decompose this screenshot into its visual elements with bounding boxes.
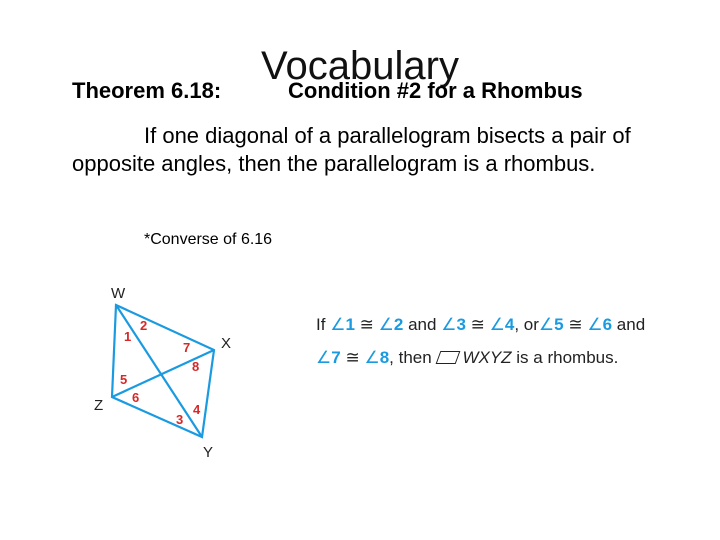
angle-number-3: 3: [176, 412, 184, 427]
theorem-body: [72, 122, 662, 178]
stmt-angle-1: 1: [345, 315, 355, 334]
theorem-body-text: If one diagonal of a parallelogram bisects a pair of opposite angles, then the parallelogram is a rhombus.: [72, 123, 631, 176]
conclusion-text: is a rhombus.: [516, 348, 619, 367]
stmt-angle-8: 8: [379, 348, 390, 367]
converse-note: *Converse of 6.16: [144, 231, 273, 248]
angle-number-5: 5: [120, 372, 128, 387]
congruent-icon: ≅: [345, 348, 360, 367]
angle-icon: ∠: [587, 315, 603, 334]
vertex-label-y: Y: [203, 444, 214, 461]
angle-icon: ∠: [316, 348, 332, 367]
congruent-icon: ≅: [568, 315, 583, 334]
angle-number-2: 2: [140, 318, 148, 333]
theorem-name: Condition #2 for a Rhombus: [288, 78, 583, 103]
stmt-angle-6: 6: [602, 315, 613, 334]
and-word: and: [408, 315, 437, 334]
rhombus-diagram: [84, 278, 244, 468]
vertex-label-x: X: [221, 335, 232, 352]
or-word: , or: [514, 315, 539, 334]
angle-icon: ∠: [441, 315, 457, 334]
angle-icon: ∠: [378, 315, 394, 334]
congruent-icon: ≅: [470, 315, 485, 334]
congruent-icon: ≅: [359, 315, 374, 334]
angle-icon: ∠: [330, 315, 346, 334]
if-word: If: [316, 315, 326, 334]
parallelogram-name: WXYZ: [462, 348, 512, 367]
angle-number-7: 7: [183, 340, 191, 355]
angle-icon: ∠: [364, 348, 380, 367]
angle-icon: ∠: [538, 315, 555, 334]
stmt-angle-7: 7: [331, 348, 341, 367]
angle-number-6: 6: [132, 390, 140, 405]
angle-number-1: 1: [124, 329, 132, 344]
stmt-angle-2: 2: [393, 315, 404, 334]
angle-icon: ∠: [489, 315, 505, 334]
stmt-angle-3: 3: [456, 315, 466, 334]
then-word: , then: [389, 348, 432, 367]
vertex-label-z: Z: [94, 397, 104, 414]
and-word: and: [616, 315, 646, 334]
statement-line-1: [316, 313, 645, 337]
slide-title: Vocabulary: [261, 44, 459, 88]
stmt-angle-5: 5: [554, 315, 564, 334]
vertex-label-w: W: [111, 285, 126, 302]
statement-line-2: [316, 346, 618, 370]
parallelogram-icon: [436, 351, 461, 364]
angle-number-8: 8: [192, 359, 200, 374]
angle-number-4: 4: [193, 402, 201, 417]
stmt-angle-4: 4: [504, 315, 515, 334]
theorem-label: Theorem 6.18:: [72, 78, 222, 103]
rhombus-figure: [84, 278, 244, 468]
